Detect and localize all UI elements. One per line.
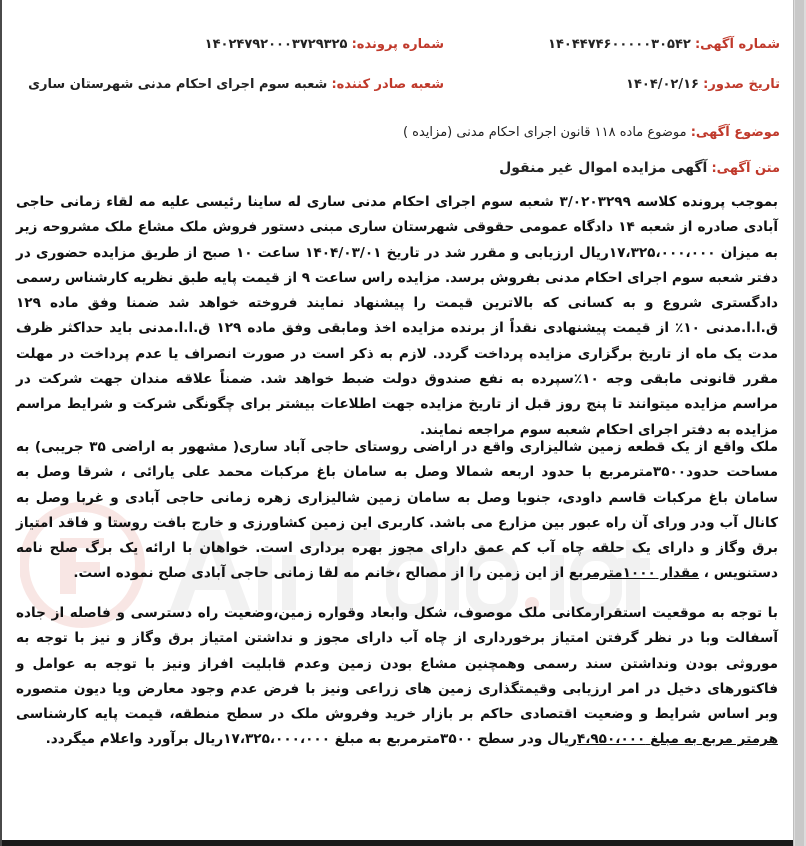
notice-number-label: شماره آگهی:	[694, 37, 780, 52]
case-number-value: ۱۴۰۲۴۷۹۲۰۰۰۳۷۲۹۳۲۵	[204, 37, 348, 52]
issue-date-value: ۱۴۰۴/۰۲/۱۶	[626, 77, 699, 92]
property-description-text: ملک واقع از یک قطعه زمین شالیزاری واقع در اراضی روستای حاجی آباد ساری( مشهور به اراضی ۳۵ جریبی) به مساحت حدود۳۵۰۰مترمربع با حدود اربعه شمالا وصل به سامان باغ مرکبات محمد علی یارائی ، شرقا وصل به سامان باغ مرکبات قاسم داودی، جنوبا وصل به سامان زمین شالیزاری زهره زمانی حاجی آبادی و غربا وصل به کانال آب ودر ورای آن راه عبور بین مزارع می باشد. کاربری این زمین کشاورزی و خارج بافت روستا و فاقد امتیاز برق وگاز و دارای یک حلقه چاه آب کم عمق دارای مجوز بهره برداری است. خواهان با ارائه یک برگ صلح نامه دستنویس ،	[16, 439, 778, 582]
paragraph-valuation	[16, 601, 778, 753]
valuation-text: با توجه به موقعیت استقرارمکانی ملک موصوف، شکل وابعاد وقواره زمین،وضعیت راه دسترسی و فاصله از جاده آسفالت وبا در نظر گرفتن امتیاز برخورداری از چاه آب دارای مجوز و نداشتن امتیاز برق وگاز و نیز با توجه به موروثی بودن ونداشتن سند رسمی وهمچنین مشاع بودن زمین وعدم قابلیت افراز ونیز با توجه به عوامل و فاکتورهای دخیل در امر ارزیابی وقیمتگذاری زمین های زراعی ونیز با فرض عدم وجود معارض ویا دیون متصوره وبر اساس شرایط و وضعیت اقتصادی حاکم بر بازار خرید وفروش ملک در سطح منطقه، قیمت پایه کارشناسی	[16, 605, 778, 723]
notice-text-label: متن آگهی:	[711, 161, 780, 176]
underlined-area: مقدار ۱۰۰۰مترمربع	[568, 565, 700, 582]
issue-date-label: تاریخ صدور:	[703, 77, 780, 92]
subject-value: موضوع ماده ۱۱۸ قانون اجرای احکام مدنی (مزایده )	[402, 125, 687, 140]
notice-number-row	[548, 37, 780, 52]
subject-label: موضوع آگهی:	[690, 125, 780, 140]
underlined-price-per-meter: هرمتر مربع به مبلغ ۴،۹۵۰،۰۰۰	[576, 731, 778, 748]
valuation-text-end: ریال ودر سطح ۳۵۰۰مترمربع به مبلغ ۱۷،۳۲۵،۰۰۰،۰۰۰ریال برآورد واعلام میگردد.	[45, 731, 577, 748]
case-number-label: شماره پرونده:	[351, 37, 444, 52]
subject-row	[403, 125, 780, 140]
property-description-text-end: از این زمین را از مصالح ،خانم مه لقا زمانی حاجی آبادی صلح نموده است.	[73, 565, 569, 582]
vertical-scrollbar[interactable]	[793, 0, 806, 846]
scrollbar-thumb[interactable]	[795, 0, 804, 846]
bottom-border	[2, 840, 794, 846]
issuer-row	[28, 77, 444, 92]
issuer-label: شعبه صادر کننده:	[331, 77, 444, 92]
notice-number-value: ۱۴۰۴۴۷۴۶۰۰۰۰۰۳۰۵۴۲	[548, 37, 691, 52]
paragraph-auction-terms: بموجب پرونده کلاسه ۳/۰۲۰۳۲۹۹ شعبه سوم اجرای احکام مدنی ساری له ساینا رئیسی علیه مه لقاء زمانی حاجی آبادی صادره از شعبه ۱۴ دادگاه عمومی حقوقی شهرستان ساری مبنی دستور فروش ملک مشاع ملک مشروحه زیر به میزان ۱۷،۳۲۵،۰۰۰،۰۰۰ریال ارزیابی و مقرر شد در تاریخ ۱۴۰۴/۰۳/۰۱ ساعت ۱۰ صبح از طریق مزایده حضوری در دفتر شعبه سوم اجرای احکام مدنی بفروش برسد. مزایده راس ساعت ۹ از قیمت پایه طبق نظریه کارشناس رسمی دادگستری شروع و به کسانی که بالاترین قیمت را پیشنهاد نمایند فروخته خواهد شد ضمنا وفق ماده ۱۲۹ ق.ا.ا.مدنی ۱۰٪ از قیمت پیشنهادی نقداً از برنده مزایده اخذ ومابقی وفق ماده ۱۲۹ ق.ا.ا.مدنی باید حداکثر ظرف مدت یک ماه از تاریخ برگزاری مزایده پرداخت گردد. لازم به ذکر است در صورت انصراف یا عدم پرداخت در مهلت مقرر قانونی مابقی وجه ۱۰٪سپرده به نفع صندوق دولت ضبط خواهد شد. ضمناً علاقه مندان جهت شرکت در مراسم مزایده میتوانند تا پنج روز قبل از تاریخ مزایده جهت اطلاعات بیشتر برای چگونگی شرکت و شرایط مراسم مزایده به دفتر اجرای احکام شعبه سوم مراجعه نمایند.	[16, 194, 779, 438]
notice-text-value: آگهی مزایده اموال غیر منقول	[499, 160, 708, 176]
issue-date-row	[626, 77, 780, 92]
notice-text-row	[499, 160, 780, 176]
case-number-row	[205, 37, 444, 52]
issuer-value: شعبه سوم اجرای احکام مدنی شهرستان ساری	[28, 77, 328, 92]
paragraph-property-description	[16, 435, 778, 587]
